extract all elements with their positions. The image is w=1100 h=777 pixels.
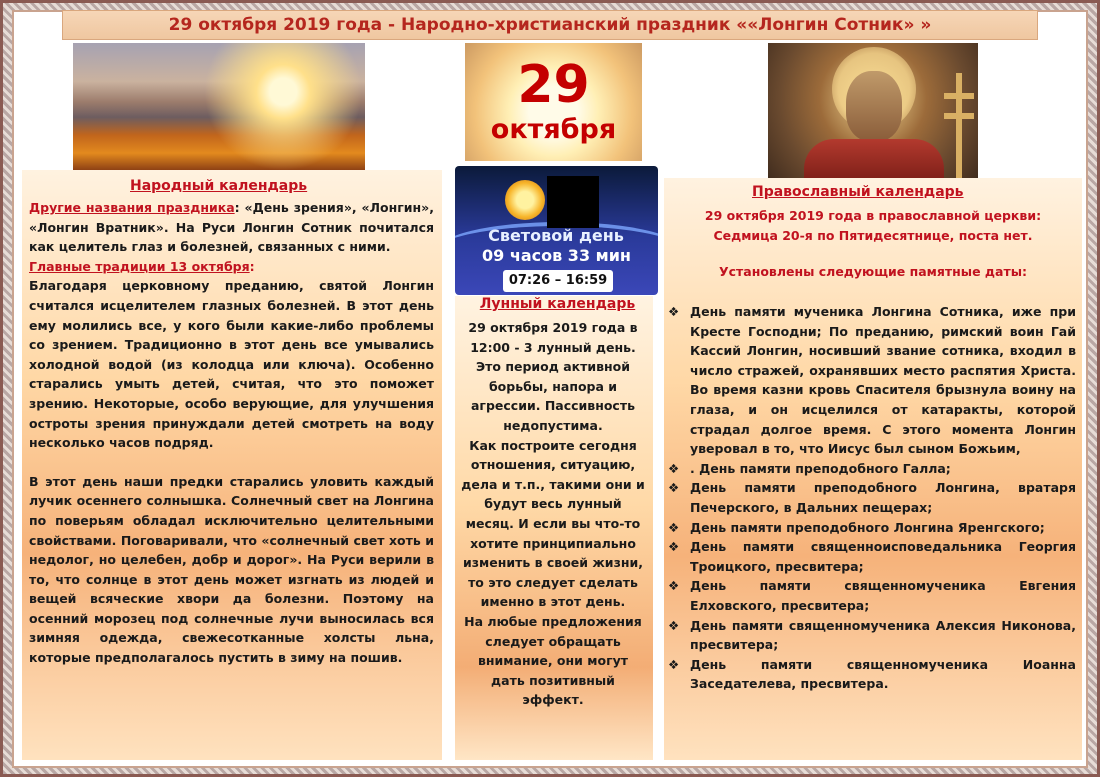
date-day: 29 (517, 55, 590, 115)
orthodox-memorials-heading: Установлены следующие памятные даты: (718, 264, 1028, 279)
traditions-heading (29, 257, 434, 277)
daylight-length: 09 часов 33 мин (482, 246, 631, 265)
diamond-bullet-icon: ❖ (668, 539, 680, 555)
diamond-bullet-icon: ❖ (668, 656, 680, 672)
diamond-bullet-icon: ❖ (668, 617, 680, 633)
orthodox-date-line: 29 октября 2019 года в православной церкви: (704, 208, 1042, 223)
folk-paragraph-2: В этот день наши предки старались уловить каждый лучик осеннего солнышка. Солнечный свет на Лонгина по поверьям обладал исключительно целительными свойствами. Поговаривали, что «солнечный свет хоть и недолог, но целебен, добр и дорог». На Руси верили в то, что солнце в этот день может изгнать из людей и вещей всяческие хвори да болезни. Поэтому на осенний морозец под солнечные лучи выносилась вся зимняя одежда, свежесотканные холсты льна, которые предполагалось пустить в зиму на пошив. (29, 473, 434, 666)
autumn-landscape-image (73, 43, 365, 171)
cross-icon (956, 73, 962, 181)
daylight-panel (455, 166, 658, 295)
traditions-colon: : (249, 258, 255, 274)
saint-icon-image (768, 43, 978, 181)
memorial-text: День памяти священномученика Алексия Никонова, пресвитера; (690, 617, 1076, 653)
lunar-calendar-title: Лунный календарь (479, 296, 636, 312)
memorial-text: День памяти священномученика Евгения Елховского, пресвитера; (690, 578, 1076, 613)
list-item (668, 655, 1076, 694)
face-shape (846, 71, 902, 141)
other-names-text: : «День зрения», «Лонгин», «Лонгин Вратник». На Руси Лонгин Сотник почитался как целитель глаз и болезней, связанных с ними. (29, 200, 434, 255)
orthodox-calendar-title: Православный календарь (752, 184, 964, 200)
memorial-text: День памяти преподобного Лонгина Яренгского; (690, 519, 1045, 535)
list-item (668, 478, 1076, 517)
paragraph-spacer (29, 453, 434, 472)
list-item (668, 537, 1076, 576)
diamond-bullet-icon: ❖ (668, 304, 680, 319)
memorial-list (668, 302, 1076, 694)
folk-calendar-title: Народный календарь (130, 178, 308, 194)
date-month: октября (490, 114, 617, 145)
lunar-calendar-text (459, 318, 647, 710)
folk-paragraph-1: Благодаря церковному преданию, святой Лонгин считался исцелителем глазных болезней. В этот день ему молились все, у кого были какие-либо проблемы со зрением. Традиционно в этот день все умывались холодной водой (из колодца или ключа). Особенно старались умыть детей, считая, что это поможет зрению. Некоторые, особо верующие, для улучшения остроты зрения принуждали детей смотреть на воду несколько часов подряд. (29, 278, 434, 451)
memorial-text: День памяти мученика Лонгина Сотника, иже при Кресте Господни; По преданию, римский воин Гай Кассий Лонгин, носивший звание сотника, входил в число стражей, охранявших место распятия Христа. Во время казни кровь Спасителя брызнула воину на глаза, и он исцелился от катаракты, которой страдал долгое время. С этого момента Лонгин уверовал в то, что Иисус был сыном Божьим, (690, 304, 1076, 457)
robe-shape (804, 139, 944, 181)
lunar-paragraph-1: 29 октября 2019 года в 12:00 - 3 лунный день. Это период активной борьбы, напора и агрессии. Пассивность недопустима. (468, 320, 638, 433)
date-tile (465, 43, 642, 161)
list-item (668, 576, 1076, 615)
memorial-text: День памяти священномученика Иоанна Заседателева, пресвитера. (690, 656, 1076, 692)
other-names-paragraph (29, 198, 434, 257)
moon-icon (547, 176, 599, 228)
list-item (668, 518, 1076, 538)
memorial-text: . День памяти преподобного Галла; (690, 460, 951, 476)
list-item (668, 616, 1076, 655)
diamond-bullet-icon: ❖ (668, 519, 680, 535)
cross-bar (944, 93, 974, 99)
sun-icon (505, 180, 545, 220)
memorial-text: День памяти преподобного Лонгина, вратаря Печерского, в Дальних пещерах; (690, 480, 1076, 515)
diamond-bullet-icon: ❖ (668, 578, 680, 594)
list-item (668, 302, 1076, 459)
other-names-label: Другие названия праздника (29, 200, 235, 215)
memorial-text: День памяти священноисповедальника Георгия Троицкого, пресвитера; (690, 539, 1076, 574)
list-item (668, 459, 1076, 479)
folk-calendar-text (29, 198, 434, 668)
page-title: 29 октября 2019 года - Народно-христианский праздник ««Лонгин Сотник» » (62, 10, 1038, 40)
diamond-bullet-icon: ❖ (668, 460, 680, 476)
traditions-label: Главные традиции 13 октября (29, 258, 250, 274)
lunar-paragraph-3: На любые предложения следует обращать внимание, они могут дать позитивный эффект. (464, 613, 642, 708)
diamond-bullet-icon: ❖ (668, 480, 680, 496)
cross-bar (944, 113, 974, 119)
daylight-range: 07:26 – 16:59 (503, 270, 613, 292)
orthodox-week-line: Седмица 20-я по Пятидесятнице, поста нет. (713, 228, 1033, 243)
daylight-title: Световой день (488, 226, 624, 245)
lunar-paragraph-2: Как построите сегодня отношения, ситуацию, дела и т.п., такими они и будут весь лунный месяц. И если вы что-то хотите принципиально изменить в своей жизни, то это следует сделать именно в этот день. (461, 437, 645, 610)
